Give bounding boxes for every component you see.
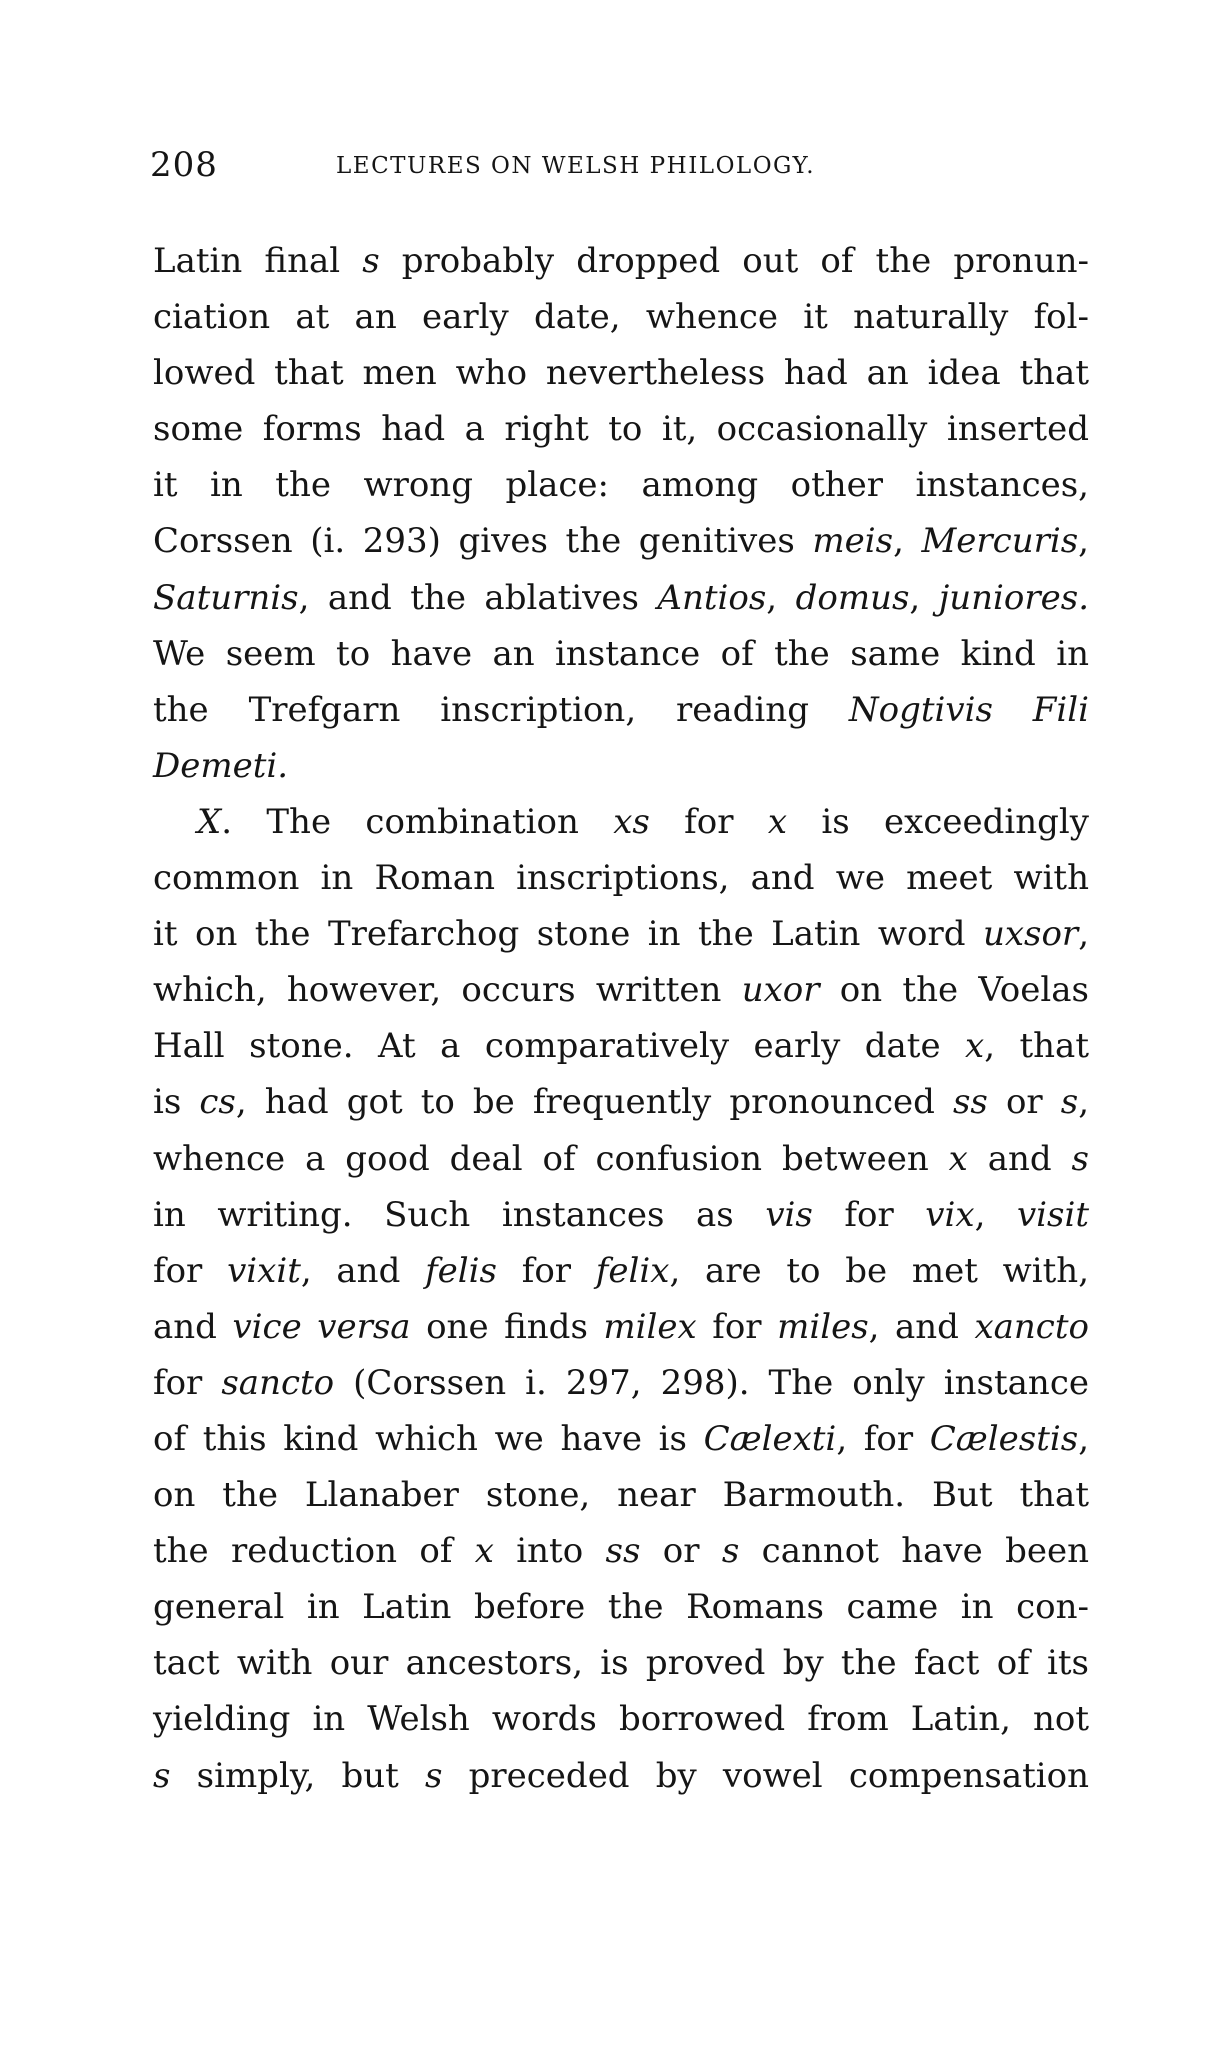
italic-text: X bbox=[197, 801, 222, 842]
text-line bbox=[153, 289, 1089, 345]
text-run: lowed that men who nevertheless had an idea that bbox=[153, 353, 1089, 394]
text-run: , bbox=[1078, 1082, 1089, 1123]
italic-text: ss bbox=[952, 1082, 988, 1123]
text-line bbox=[153, 1355, 1089, 1411]
italic-text: x bbox=[767, 801, 788, 842]
text-run: is exceedingly bbox=[787, 801, 1090, 842]
italic-text: x bbox=[965, 1026, 985, 1067]
text-run: which, however, occurs written bbox=[153, 970, 742, 1011]
text-run: for bbox=[153, 1362, 222, 1403]
text-run: probably dropped out of the pronun- bbox=[379, 241, 1089, 281]
text-line bbox=[153, 1187, 1089, 1243]
text-run: common in Roman inscriptions, and we meet with bbox=[153, 858, 1089, 899]
text-run: , and the ablatives bbox=[298, 577, 658, 618]
italic-text: vis bbox=[765, 1194, 813, 1235]
text-run: whence a good deal of confusion between bbox=[153, 1138, 949, 1179]
text-run: . The combination bbox=[221, 801, 614, 842]
text-line bbox=[153, 1411, 1089, 1467]
text-run: , bbox=[1078, 521, 1089, 562]
italic-text: Cælexti bbox=[703, 1418, 837, 1459]
text-run: , had got to be frequently pronounced bbox=[235, 1082, 953, 1123]
text-run: in writing. Such instances as bbox=[153, 1194, 766, 1235]
italic-text: Saturnis bbox=[153, 577, 299, 618]
text-line bbox=[153, 626, 1089, 682]
italic-text: domus bbox=[795, 577, 910, 618]
text-line bbox=[153, 1243, 1089, 1299]
text-line bbox=[153, 570, 1089, 626]
italic-text: vix bbox=[925, 1194, 975, 1235]
text-run: or bbox=[987, 1082, 1061, 1123]
text-run: some forms had a right to it, occasionally inserted bbox=[153, 409, 1089, 450]
text-run: , bbox=[766, 577, 796, 618]
italic-text: Antios bbox=[657, 577, 767, 618]
italic-text: Demeti. bbox=[153, 745, 289, 786]
text-run: , bbox=[909, 577, 939, 618]
page-number: 208 bbox=[150, 145, 218, 185]
page-header bbox=[150, 145, 1090, 195]
text-run: , bbox=[974, 1194, 1017, 1235]
italic-text: xs bbox=[613, 801, 650, 842]
text-line bbox=[153, 1748, 1089, 1804]
text-line bbox=[153, 457, 1089, 513]
text-run: , are to be met with, bbox=[669, 1250, 1089, 1291]
text-run: tact with our ancestors, is proved by the fact of its bbox=[153, 1643, 1089, 1684]
text-run: , and bbox=[868, 1306, 975, 1347]
text-run: , bbox=[893, 521, 922, 562]
italic-text: sancto bbox=[221, 1362, 335, 1403]
italic-text: ss bbox=[605, 1531, 641, 1572]
italic-text: juniores. bbox=[938, 577, 1089, 618]
italic-text: cs bbox=[199, 1082, 236, 1123]
text-run: preceded by vowel compensation bbox=[442, 1755, 1089, 1796]
text-line bbox=[153, 1467, 1089, 1523]
text-run: ciation at an early date, whence it naturally fol- bbox=[153, 297, 1089, 338]
italic-text: felix bbox=[595, 1250, 670, 1291]
text-run: , bbox=[1078, 914, 1089, 955]
text-run: the reduction of bbox=[153, 1531, 475, 1572]
text-run: it in the wrong place: among other instances, bbox=[153, 465, 1089, 506]
text-run: one finds bbox=[410, 1306, 604, 1347]
text-run: , bbox=[1078, 1418, 1089, 1459]
italic-text: meis bbox=[812, 521, 894, 562]
text-run: of this kind which we have is bbox=[153, 1418, 704, 1459]
text-line bbox=[153, 906, 1089, 962]
text-line bbox=[153, 682, 1089, 738]
italic-text: x bbox=[474, 1531, 494, 1572]
italic-text: Cælestis bbox=[929, 1418, 1079, 1459]
text-line bbox=[153, 962, 1089, 1018]
running-head: LECTURES ON WELSH PHILOLOGY. bbox=[336, 153, 816, 179]
text-line bbox=[153, 1691, 1089, 1747]
text-run: We seem to have an instance of the same kind in bbox=[153, 633, 1089, 674]
text-run: for bbox=[696, 1306, 778, 1347]
text-line bbox=[153, 1523, 1089, 1579]
italic-text: s bbox=[721, 1531, 740, 1572]
italic-text: felis bbox=[425, 1250, 497, 1291]
italic-text: uxsor bbox=[982, 914, 1079, 955]
body-text bbox=[153, 233, 1089, 1804]
italic-text: s bbox=[362, 241, 380, 281]
text-line bbox=[153, 401, 1089, 457]
text-line bbox=[153, 233, 1089, 289]
text-line bbox=[153, 1579, 1089, 1635]
text-run: Corssen (i. 293) gives the genitives bbox=[153, 521, 813, 562]
italic-text: s bbox=[1060, 1082, 1079, 1123]
text-line bbox=[153, 513, 1089, 569]
text-run: for bbox=[497, 1250, 596, 1291]
italic-text: s bbox=[153, 1755, 171, 1796]
text-run: on the Voelas bbox=[819, 970, 1089, 1011]
text-line bbox=[153, 1131, 1089, 1187]
text-run: and bbox=[153, 1306, 233, 1347]
text-run: is bbox=[153, 1082, 200, 1123]
text-run: yielding in Welsh words borrowed from Latin, not bbox=[153, 1699, 1089, 1740]
text-line bbox=[153, 850, 1089, 906]
text-run: for bbox=[153, 1250, 228, 1291]
italic-text: s bbox=[425, 1755, 443, 1796]
italic-text: uxor bbox=[741, 970, 820, 1011]
text-line bbox=[153, 794, 1089, 850]
text-line bbox=[153, 345, 1089, 401]
text-line bbox=[153, 1074, 1089, 1130]
text-run: on the Llanaber stone, near Barmouth. But that bbox=[153, 1475, 1089, 1516]
text-run: for bbox=[812, 1194, 926, 1235]
text-run: Latin final bbox=[153, 241, 363, 281]
text-run: and bbox=[967, 1138, 1072, 1179]
text-run: general in Latin before the Romans came in con- bbox=[153, 1587, 1089, 1628]
text-run: , that bbox=[984, 1026, 1089, 1067]
italic-text: miles bbox=[777, 1306, 869, 1347]
italic-text: visit bbox=[1016, 1194, 1090, 1235]
italic-text: vice versa bbox=[232, 1306, 411, 1347]
italic-text: Mercuris bbox=[921, 521, 1079, 562]
italic-text: s bbox=[1071, 1138, 1089, 1179]
italic-text: xancto bbox=[974, 1306, 1089, 1347]
text-run: , and bbox=[300, 1250, 426, 1291]
text-run: simply, but bbox=[170, 1755, 425, 1796]
italic-text: milex bbox=[603, 1306, 697, 1347]
text-run: or bbox=[640, 1531, 722, 1572]
text-line bbox=[153, 1635, 1089, 1691]
text-line bbox=[153, 1018, 1089, 1074]
text-run: into bbox=[493, 1531, 606, 1572]
text-run: it on the Trefarchog stone in the Latin word bbox=[153, 914, 983, 955]
text-run: , for bbox=[836, 1418, 930, 1459]
text-run: (Corssen i. 297, 298). The only instance bbox=[334, 1362, 1089, 1403]
italic-text: x bbox=[948, 1138, 968, 1179]
italic-text: vixit bbox=[227, 1250, 301, 1291]
text-run: for bbox=[649, 801, 768, 842]
text-run: cannot have been bbox=[739, 1531, 1089, 1572]
text-run: Hall stone. At a comparatively early date bbox=[153, 1026, 966, 1067]
text-line bbox=[153, 1299, 1089, 1355]
italic-text: Nogtivis Fili bbox=[848, 689, 1090, 730]
text-run: the Trefgarn inscription, reading bbox=[153, 689, 849, 730]
text-line bbox=[153, 738, 1089, 794]
